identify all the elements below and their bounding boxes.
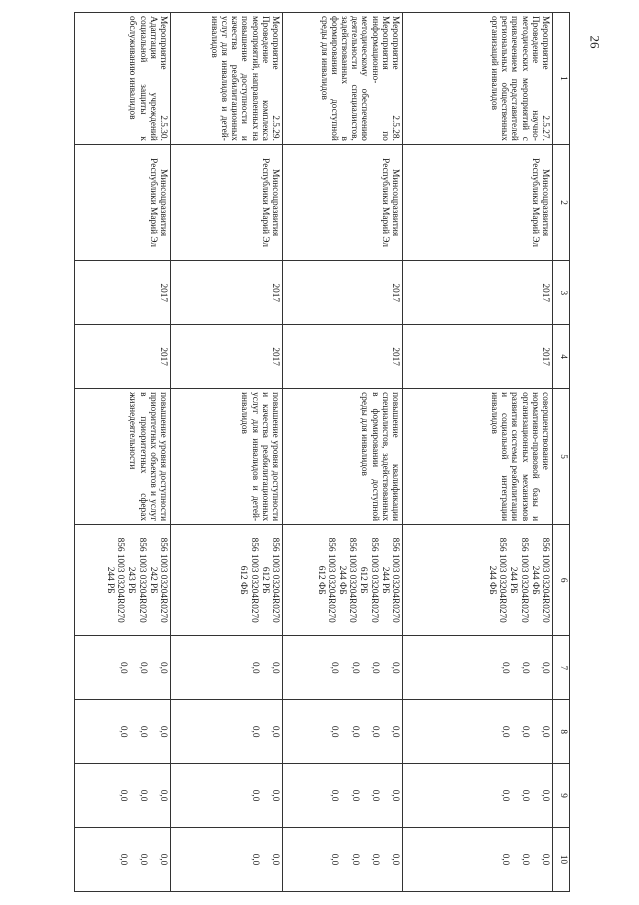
table-row xyxy=(403,13,553,892)
year-start-cell: 2017 xyxy=(403,261,553,325)
amount-value: 0,0 xyxy=(329,725,340,738)
expense-type: 244 РБ xyxy=(104,566,115,594)
expense-type: 244 РБ xyxy=(508,566,519,594)
amount-value: 0,0 xyxy=(349,789,360,802)
amount-value: 0,0 xyxy=(137,853,148,866)
value-cell-c7 xyxy=(403,636,553,700)
budget-code-entry xyxy=(260,528,280,632)
result-cell: повышение квалификации специалистов, задействованных в формировании доступной среды для инвалидов xyxy=(283,389,403,525)
amount-value: 0,0 xyxy=(499,662,510,674)
budget-code: 856 1003 03204R0270 xyxy=(270,537,280,623)
value-cell-c7 xyxy=(75,636,171,700)
expense-type: 612 РБ xyxy=(259,566,270,594)
year-end-cell: 2017 xyxy=(75,325,171,389)
amount-value: 0,0 xyxy=(499,853,510,866)
budget-code: 856 1003 03204R0270 xyxy=(115,537,126,623)
amount-value: 0,0 xyxy=(270,853,280,866)
budget-code-cell xyxy=(283,525,403,636)
budget-code-entry xyxy=(358,528,378,632)
budget-code-entry xyxy=(148,528,168,632)
result-cell: совершенствование нормативно-правовой базы и организационных механизмов развития системы реабилитации и социальной интеграции инвалидов xyxy=(403,389,553,525)
value-cell-c9 xyxy=(283,764,403,828)
table-row xyxy=(171,13,283,892)
expense-type: 244 ФБ xyxy=(529,565,540,595)
amount-value: 0,0 xyxy=(249,789,260,802)
amount-value: 0,0 xyxy=(329,789,340,802)
measure-cell: Мероприятие 2.5.29. Проведение комплекса мероприятий, направленных на повышение доступности и качества реабилитационных услуг для инвалидов и детей-инвалидов xyxy=(171,13,283,145)
budget-code: 856 1003 03204R0270 xyxy=(158,537,168,623)
value-cell-c7 xyxy=(171,636,283,700)
amount-value: 0,0 xyxy=(519,662,530,674)
budget-code: 856 1003 03204R0270 xyxy=(347,537,358,623)
result-cell: повышение уровня доступности приоритетных объектов и услуг в приоритетных сферах жизнедеятельности xyxy=(75,389,171,525)
budget-code-cell xyxy=(171,525,283,636)
amount-value: 0,0 xyxy=(519,853,530,866)
budget-code: 856 1003 03204R0270 xyxy=(325,537,336,623)
amount-value: 0,0 xyxy=(519,725,530,738)
amount-value: 0,0 xyxy=(369,725,380,738)
expense-type: 612 РБ xyxy=(358,566,369,594)
amount-value: 0,0 xyxy=(369,789,380,802)
amount-value: 0,0 xyxy=(158,662,168,674)
col-header: 8 xyxy=(553,700,570,764)
executor-cell: Минсоцразвития Республики Марий Эл xyxy=(283,144,403,260)
amount-value: 0,0 xyxy=(158,789,168,802)
budget-code-entry xyxy=(508,528,528,632)
amount-value: 0,0 xyxy=(158,853,168,866)
amount-value: 0,0 xyxy=(117,662,128,674)
measure-cell: Мероприятие 2.5.27. Проведение научно-методических мероприятий с привлечением представителей региональных общественных организаций инвалидов xyxy=(403,13,553,145)
page-number: 26 xyxy=(587,35,603,49)
expense-type: 612 ФБ xyxy=(238,565,249,595)
value-cell-c9 xyxy=(75,764,171,828)
amount-value: 0,0 xyxy=(390,789,400,802)
table-row xyxy=(75,13,171,892)
amount-value: 0,0 xyxy=(117,725,128,738)
amount-value: 0,0 xyxy=(540,725,550,738)
amount-value: 0,0 xyxy=(137,725,148,738)
amount-value: 0,0 xyxy=(270,789,280,802)
col-header: 7 xyxy=(553,636,570,700)
expense-type: 612 ФБ xyxy=(315,565,326,595)
amount-value: 0,0 xyxy=(137,789,148,802)
amount-value: 0,0 xyxy=(158,725,168,738)
year-start-cell: 2017 xyxy=(283,261,403,325)
budget-code: 856 1003 03204R0270 xyxy=(518,537,529,623)
value-cell-c9 xyxy=(403,764,553,828)
value-cell-c10 xyxy=(283,828,403,892)
col-header: 10 xyxy=(553,828,570,892)
amount-value: 0,0 xyxy=(270,725,280,738)
amount-value: 0,0 xyxy=(117,853,128,866)
executor-cell: Минсоцразвития Республики Марий Эл xyxy=(75,144,171,260)
budget-code-cell xyxy=(75,525,171,636)
budget-code: 856 1003 03204R0270 xyxy=(497,537,508,623)
col-header: 1 xyxy=(553,13,570,145)
year-start-cell: 2017 xyxy=(75,261,171,325)
budget-code-cell xyxy=(403,525,553,636)
expense-type: 244 РБ xyxy=(379,566,390,594)
col-header: 6 xyxy=(553,525,570,636)
amount-value: 0,0 xyxy=(540,789,550,802)
amount-value: 0,0 xyxy=(349,662,360,674)
budget-code: 856 1003 03204R0270 xyxy=(368,537,379,623)
budget-code-entry xyxy=(487,528,507,632)
table-row xyxy=(283,13,403,892)
year-end-cell: 2017 xyxy=(171,325,283,389)
value-cell-c10 xyxy=(171,828,283,892)
value-cell-c8 xyxy=(171,700,283,764)
value-cell-c8 xyxy=(403,700,553,764)
year-end-cell: 2017 xyxy=(283,325,403,389)
budget-code-entry xyxy=(315,528,335,632)
budget-code-entry xyxy=(380,528,400,632)
value-cell-c10 xyxy=(403,828,553,892)
amount-value: 0,0 xyxy=(249,662,260,674)
program-table xyxy=(74,12,570,892)
amount-value: 0,0 xyxy=(249,853,260,866)
expense-type: 244 ФБ xyxy=(336,565,347,595)
col-header: 9 xyxy=(553,764,570,828)
amount-value: 0,0 xyxy=(349,725,360,738)
year-start-cell: 2017 xyxy=(171,261,283,325)
amount-value: 0,0 xyxy=(329,662,340,674)
amount-value: 0,0 xyxy=(249,725,260,738)
amount-value: 0,0 xyxy=(270,662,280,674)
amount-value: 0,0 xyxy=(329,853,340,866)
amount-value: 0,0 xyxy=(519,789,530,802)
result-cell: повышение уровня доступности и качества реабилитационных услуг для инвалидов и детей-инвалидов xyxy=(171,389,283,525)
value-cell-c8 xyxy=(283,700,403,764)
budget-code: 856 1003 03204R0270 xyxy=(540,537,550,623)
amount-value: 0,0 xyxy=(369,662,380,674)
amount-value: 0,0 xyxy=(349,853,360,866)
amount-value: 0,0 xyxy=(540,662,550,674)
budget-code-entry xyxy=(126,528,146,632)
header-row xyxy=(553,13,570,892)
budget-code-entry xyxy=(105,528,125,632)
budget-code: 856 1003 03204R0270 xyxy=(248,537,259,623)
executor-cell: Минсоцразвития Республики Марий Эл xyxy=(171,144,283,260)
year-end-cell: 2017 xyxy=(403,325,553,389)
amount-value: 0,0 xyxy=(369,853,380,866)
executor-cell: Минсоцразвития Республики Марий Эл xyxy=(403,144,553,260)
budget-code-entry xyxy=(238,528,258,632)
rotated-sheet xyxy=(104,12,570,892)
value-cell-c7 xyxy=(283,636,403,700)
expense-type: 243 РБ xyxy=(126,566,137,594)
amount-value: 0,0 xyxy=(499,789,510,802)
value-cell-c9 xyxy=(171,764,283,828)
measure-cell: Мероприятие 2.5.28. Мероприятия по информационно-методическому обеспечению деятельности специалистов, задействованных в формировании доступной среды для инвалидов xyxy=(283,13,403,145)
amount-value: 0,0 xyxy=(390,725,400,738)
amount-value: 0,0 xyxy=(390,853,400,866)
col-header: 3 xyxy=(553,261,570,325)
amount-value: 0,0 xyxy=(540,853,550,866)
value-cell-c10 xyxy=(75,828,171,892)
amount-value: 0,0 xyxy=(499,725,510,738)
col-header: 5 xyxy=(553,389,570,525)
amount-value: 0,0 xyxy=(390,662,400,674)
measure-cell: Мероприятие 2.5.30. Адаптация учреждений социальной защиты к обслуживанию инвалидов xyxy=(75,13,171,145)
budget-code: 856 1003 03204R0270 xyxy=(136,537,147,623)
amount-value: 0,0 xyxy=(137,662,148,674)
value-cell-c8 xyxy=(75,700,171,764)
budget-code-entry xyxy=(337,528,357,632)
expense-type: 244 ФБ xyxy=(486,565,497,595)
amount-value: 0,0 xyxy=(117,789,128,802)
budget-code: 856 1003 03204R0270 xyxy=(390,537,400,623)
col-header: 2 xyxy=(553,144,570,260)
budget-code-entry xyxy=(530,528,550,632)
expense-type: 242 РБ xyxy=(147,566,158,594)
col-header: 4 xyxy=(553,325,570,389)
